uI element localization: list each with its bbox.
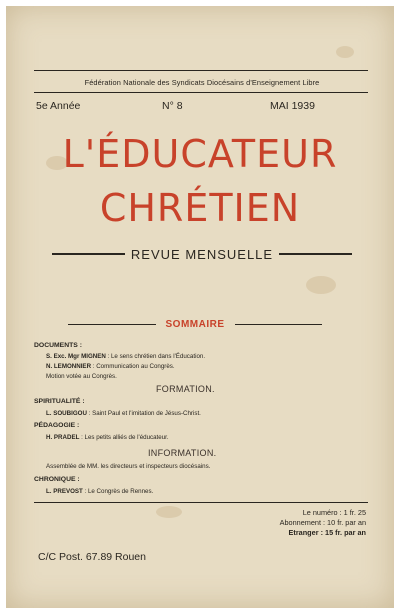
toc-title: : Communication au Congrès. (91, 363, 175, 370)
toc-entry (46, 434, 169, 441)
toc-author: L. PREVOST (46, 488, 83, 495)
price-abonnement: Abonnement : 10 fr. par an (279, 518, 366, 527)
toc-author: H. PRADEL (46, 434, 80, 441)
toc-author: N. LEMONNIER (46, 363, 92, 370)
issue-number: N° 8 (162, 100, 183, 112)
federation-name: Fédération Nationale des Syndicats Diocésains d'Enseignement Libre (84, 78, 320, 87)
toc-title: : Saint Paul et l'imitation de Jésus-Christ. (86, 410, 201, 417)
magazine-cover (6, 6, 394, 608)
paper-stain (306, 276, 336, 294)
toc-author: L. SOUBIGOU (46, 410, 87, 417)
title-line-1: L'ÉDUCATEUR (62, 132, 338, 176)
toc-title: Assemblée de MM. les directeurs et inspecteurs diocésains. (46, 463, 211, 470)
sommaire-heading: SOMMAIRE (165, 318, 225, 330)
price-etranger: Etranger : 15 fr. par an (288, 528, 366, 537)
toc-entry (46, 410, 201, 417)
header-rule (34, 92, 368, 93)
top-rule (34, 70, 368, 71)
toc-entry (46, 463, 210, 470)
toc-entry (46, 363, 175, 370)
postal-account: C/C Post. 67.89 Rouen (38, 551, 146, 563)
sommaire-dash-right (235, 324, 323, 325)
toc-author: S. Exc. Mgr MIGNEN (46, 353, 106, 360)
subtitle: REVUE MENSUELLE (130, 246, 274, 262)
paper-stain (336, 46, 354, 58)
bottom-rule (34, 502, 368, 503)
subtitle-dash-right (279, 253, 352, 254)
toc-entry (46, 373, 117, 380)
sommaire-dash-left (68, 324, 156, 325)
issue-year: 5e Année (36, 100, 81, 112)
price-numero: Le numéro : 1 fr. 25 (302, 508, 366, 517)
toc-title: : Les petits alliés de l'éducateur. (79, 434, 169, 441)
toc-entry (46, 488, 153, 495)
sommaire-row (68, 317, 322, 331)
documents-label: DOCUMENTS : (34, 342, 82, 349)
toc-entry (46, 353, 205, 360)
pedagogie-label: PÉDAGOGIE : (34, 422, 80, 429)
spiritualite-label: SPIRITUALITÉ : (34, 398, 85, 405)
subtitle-dash-left (52, 253, 125, 254)
subtitle-row (52, 246, 352, 262)
paper-stain (156, 506, 182, 518)
toc-title: Motion votée au Congrès. (46, 373, 117, 380)
formation-heading: FORMATION. (156, 384, 215, 394)
issue-date: MAI 1939 (270, 100, 315, 112)
information-heading: INFORMATION. (148, 448, 217, 458)
chronique-label: CHRONIQUE : (34, 476, 80, 483)
title-line-2: CHRÉTIEN (99, 186, 301, 230)
toc-title: : Le Congrès de Rennes. (82, 488, 154, 495)
toc-title: : Le sens chrétien dans l'Éducation. (105, 353, 206, 360)
